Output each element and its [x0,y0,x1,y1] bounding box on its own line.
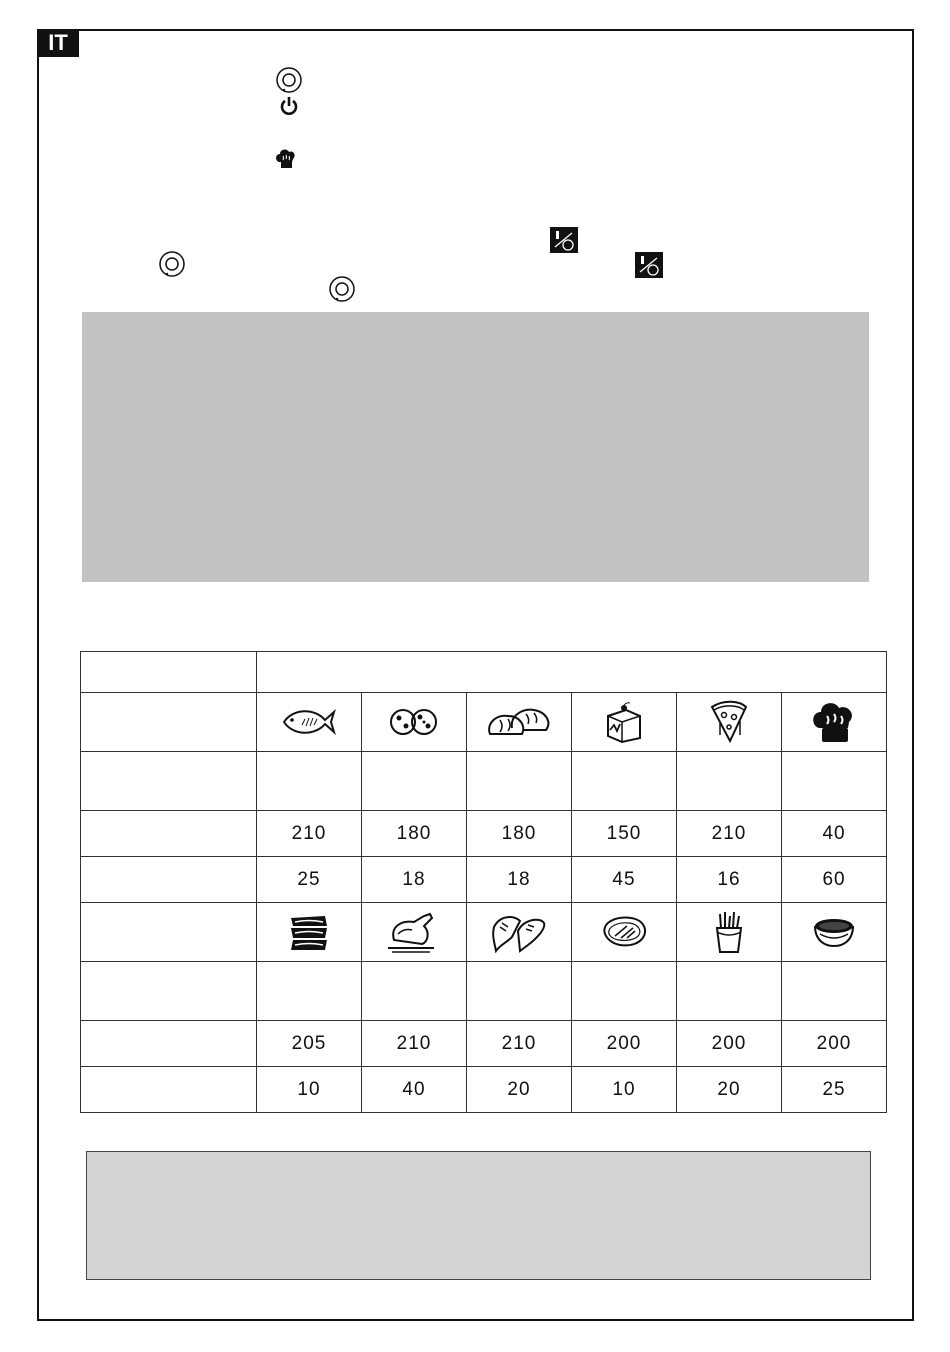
time-value: 20 [467,1067,572,1113]
table-row-temperature [81,1021,887,1067]
power-icon [278,95,300,117]
table-row-names [81,962,887,1021]
table-cell [81,693,257,752]
bowl-icon [782,903,887,962]
chicken-icon [362,903,467,962]
bread-icon [467,693,572,752]
table-row-icons [81,693,887,752]
steak-icon [572,903,677,962]
table-cell [81,752,257,811]
table-cell [81,962,257,1021]
cookies-icon [362,693,467,752]
time-value: 10 [572,1067,677,1113]
temp-value: 180 [467,811,572,857]
time-temp-icon [635,252,663,278]
bacon-icon [257,903,362,962]
table-cell [467,752,572,811]
temp-value: 210 [257,811,362,857]
time-value: 25 [782,1067,887,1113]
temp-value: 40 [782,811,887,857]
time-value: 18 [467,857,572,903]
time-value: 10 [257,1067,362,1113]
temp-value: 200 [572,1021,677,1067]
table-cell [782,752,887,811]
temp-value: 210 [677,811,782,857]
temp-value: 150 [572,811,677,857]
note-box [86,1151,871,1280]
dial-knob-icon [275,66,303,94]
chicken-wings-icon [467,903,572,962]
table-row-names [81,752,887,811]
temp-value: 210 [467,1021,572,1067]
table-cell [81,652,257,693]
pizza-icon [677,693,782,752]
dial-knob-icon [328,275,356,303]
time-value: 25 [257,857,362,903]
temp-value: 200 [782,1021,887,1067]
table-cell [81,1021,257,1067]
table-cell [677,962,782,1021]
chef-hat-icon [782,693,887,752]
table-cell [782,962,887,1021]
table-cell [257,652,887,693]
table-cell [677,752,782,811]
table-cell [81,811,257,857]
language-tag: IT [37,29,79,57]
time-temp-icon [550,227,578,253]
table-cell [572,962,677,1021]
temp-value: 205 [257,1021,362,1067]
table-cell [81,857,257,903]
time-value: 45 [572,857,677,903]
warning-box [82,312,869,582]
fries-icon [677,903,782,962]
time-value: 16 [677,857,782,903]
dial-knob-icon [158,250,186,278]
table-cell [81,1067,257,1113]
time-value: 18 [362,857,467,903]
time-value: 60 [782,857,887,903]
chef-hat-icon [275,148,297,170]
time-value: 20 [677,1067,782,1113]
time-value: 40 [362,1067,467,1113]
table-cell [81,903,257,962]
table-cell [362,752,467,811]
table-cell [257,752,362,811]
table-cell [362,962,467,1021]
table-header-row [81,652,887,693]
table-cell [572,752,677,811]
temp-value: 210 [362,1021,467,1067]
table-row-icons [81,903,887,962]
table-row-temperature [81,811,887,857]
table-row-time [81,857,887,903]
cake-icon [572,693,677,752]
table-row-time [81,1067,887,1113]
fish-icon [257,693,362,752]
temp-value: 180 [362,811,467,857]
table-cell [257,962,362,1021]
table-cell [467,962,572,1021]
temp-value: 200 [677,1021,782,1067]
cooking-programs-table [80,651,887,1113]
